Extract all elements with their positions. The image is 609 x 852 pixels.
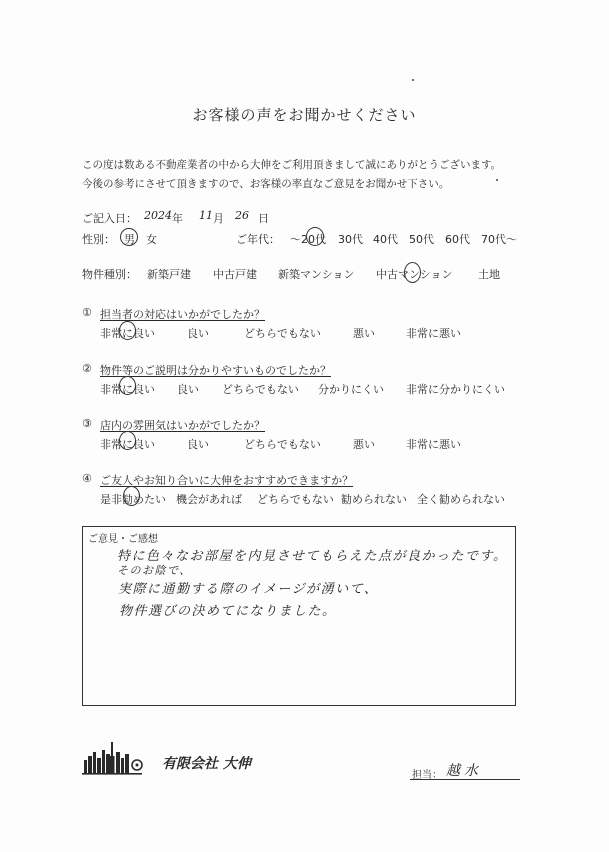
answer-option[interactable]: 是非勧めたい (100, 493, 166, 506)
company-logo-icon (82, 740, 152, 776)
day-unit: 日 (258, 212, 269, 225)
answer-option[interactable]: 非常に分かりにくい (406, 383, 505, 396)
property-option-used-condo[interactable]: 中古マンション (376, 268, 453, 281)
answer-option[interactable]: 機会があれば (176, 493, 242, 506)
answer-option[interactable]: どちらでもない (244, 327, 321, 340)
age-option-60s[interactable]: 60代 (445, 233, 470, 246)
answer-option[interactable]: 非常に悪い (406, 438, 461, 451)
age-option-20s[interactable]: ～20代 (290, 233, 326, 246)
selected-circle-mark (119, 376, 136, 395)
comments-label: ご意見・ご感想 (88, 534, 158, 545)
comment-line: 物件選びの決めてになりました。 (119, 604, 337, 619)
selected-circle-mark (120, 228, 138, 246)
selected-circle-mark (306, 227, 324, 246)
comment-line: 特に色々なお部屋を内見させてもらえた点が良かったです。 (117, 549, 508, 564)
staff-name: 越水 (446, 763, 482, 779)
gender-option-male[interactable]: 男 (124, 233, 135, 246)
month-unit: 月 (213, 212, 224, 225)
stray-mark (412, 79, 414, 81)
property-option-new-house[interactable]: 新築戸建 (147, 268, 191, 281)
signature-line (410, 779, 520, 780)
age-option-70s[interactable]: 70代～ (481, 233, 517, 246)
question-title: ご友人やお知り合いに大伸をおすすめできますか？ (100, 474, 354, 487)
year-unit: 年 (172, 212, 183, 225)
answer-option[interactable]: 非常に悪い (406, 327, 461, 340)
answer-option[interactable]: 悪い (353, 327, 375, 340)
question-number: ② (82, 362, 92, 375)
age-option-40s[interactable]: 40代 (373, 233, 398, 246)
answer-option[interactable]: どちらでもない (257, 493, 334, 506)
stray-mark (496, 179, 498, 181)
intro-line-1: この度は数ある不動産業者の中から大伸をご利用頂きまして誠にありがとうございます。 (82, 159, 502, 171)
answer-option[interactable]: 良い (177, 383, 199, 396)
age-option-30s[interactable]: 30代 (338, 233, 363, 246)
entry-year-value[interactable]: 2024 (144, 209, 172, 222)
answer-option[interactable]: どちらでもない (244, 438, 321, 451)
answer-option[interactable]: 非常に良い (100, 327, 155, 340)
page-title: お客様の声をお聞かせください (192, 106, 417, 124)
gender-label: 性別： (82, 233, 115, 246)
selected-circle-mark (404, 262, 421, 283)
question-title: 店内の雰囲気はいかがでしたか？ (100, 419, 265, 432)
question-title: 物件等のご説明は分かりやすいものでしたか？ (100, 364, 331, 377)
answer-option[interactable]: 悪い (353, 438, 375, 451)
entry-month-value[interactable]: 11 (199, 209, 213, 222)
age-option-50s[interactable]: 50代 (409, 233, 434, 246)
company-name: 有限会社 大伸 (162, 756, 251, 772)
selected-circle-mark (123, 486, 140, 506)
intro-line-2: 今後の参考にさせて頂きますので、お客様の率直なご意見をお聞かせ下さい。 (82, 178, 450, 190)
selected-circle-mark (119, 431, 136, 450)
question-number: ③ (82, 417, 92, 430)
answer-option[interactable]: 非常に良い (100, 383, 155, 396)
answer-option[interactable]: 非常に良い (100, 438, 155, 451)
age-label: ご年代： (236, 233, 280, 246)
answer-option[interactable]: 良い (187, 438, 209, 451)
selected-circle-mark (119, 321, 136, 340)
answer-option[interactable]: 分かりにくい (318, 383, 384, 396)
property-option-used-house[interactable]: 中古戸建 (213, 268, 257, 281)
question-number: ① (82, 306, 92, 319)
answer-option[interactable]: 勧められない (341, 493, 407, 506)
gender-option-female[interactable]: 女 (146, 233, 157, 246)
property-type-label: 物件種別： (82, 268, 137, 281)
comment-line: そのお陰で、 (117, 564, 192, 577)
answer-option[interactable]: 全く勧められない (417, 493, 505, 506)
question-number: ④ (82, 472, 92, 485)
property-option-new-condo[interactable]: 新築マンション (278, 268, 355, 281)
property-option-land[interactable]: 土地 (478, 268, 500, 281)
question-title: 担当者の対応はいかがでしたか？ (100, 308, 265, 321)
comment-line: 実際に通勤する際のイメージが湧いて、 (118, 582, 379, 597)
staff-label: 担当： (412, 770, 442, 781)
entry-date-label: ご記入日： (82, 212, 137, 225)
entry-day-value[interactable]: 26 (235, 209, 249, 222)
answer-option[interactable]: 良い (187, 327, 209, 340)
answer-option[interactable]: どちらでもない (222, 383, 299, 396)
